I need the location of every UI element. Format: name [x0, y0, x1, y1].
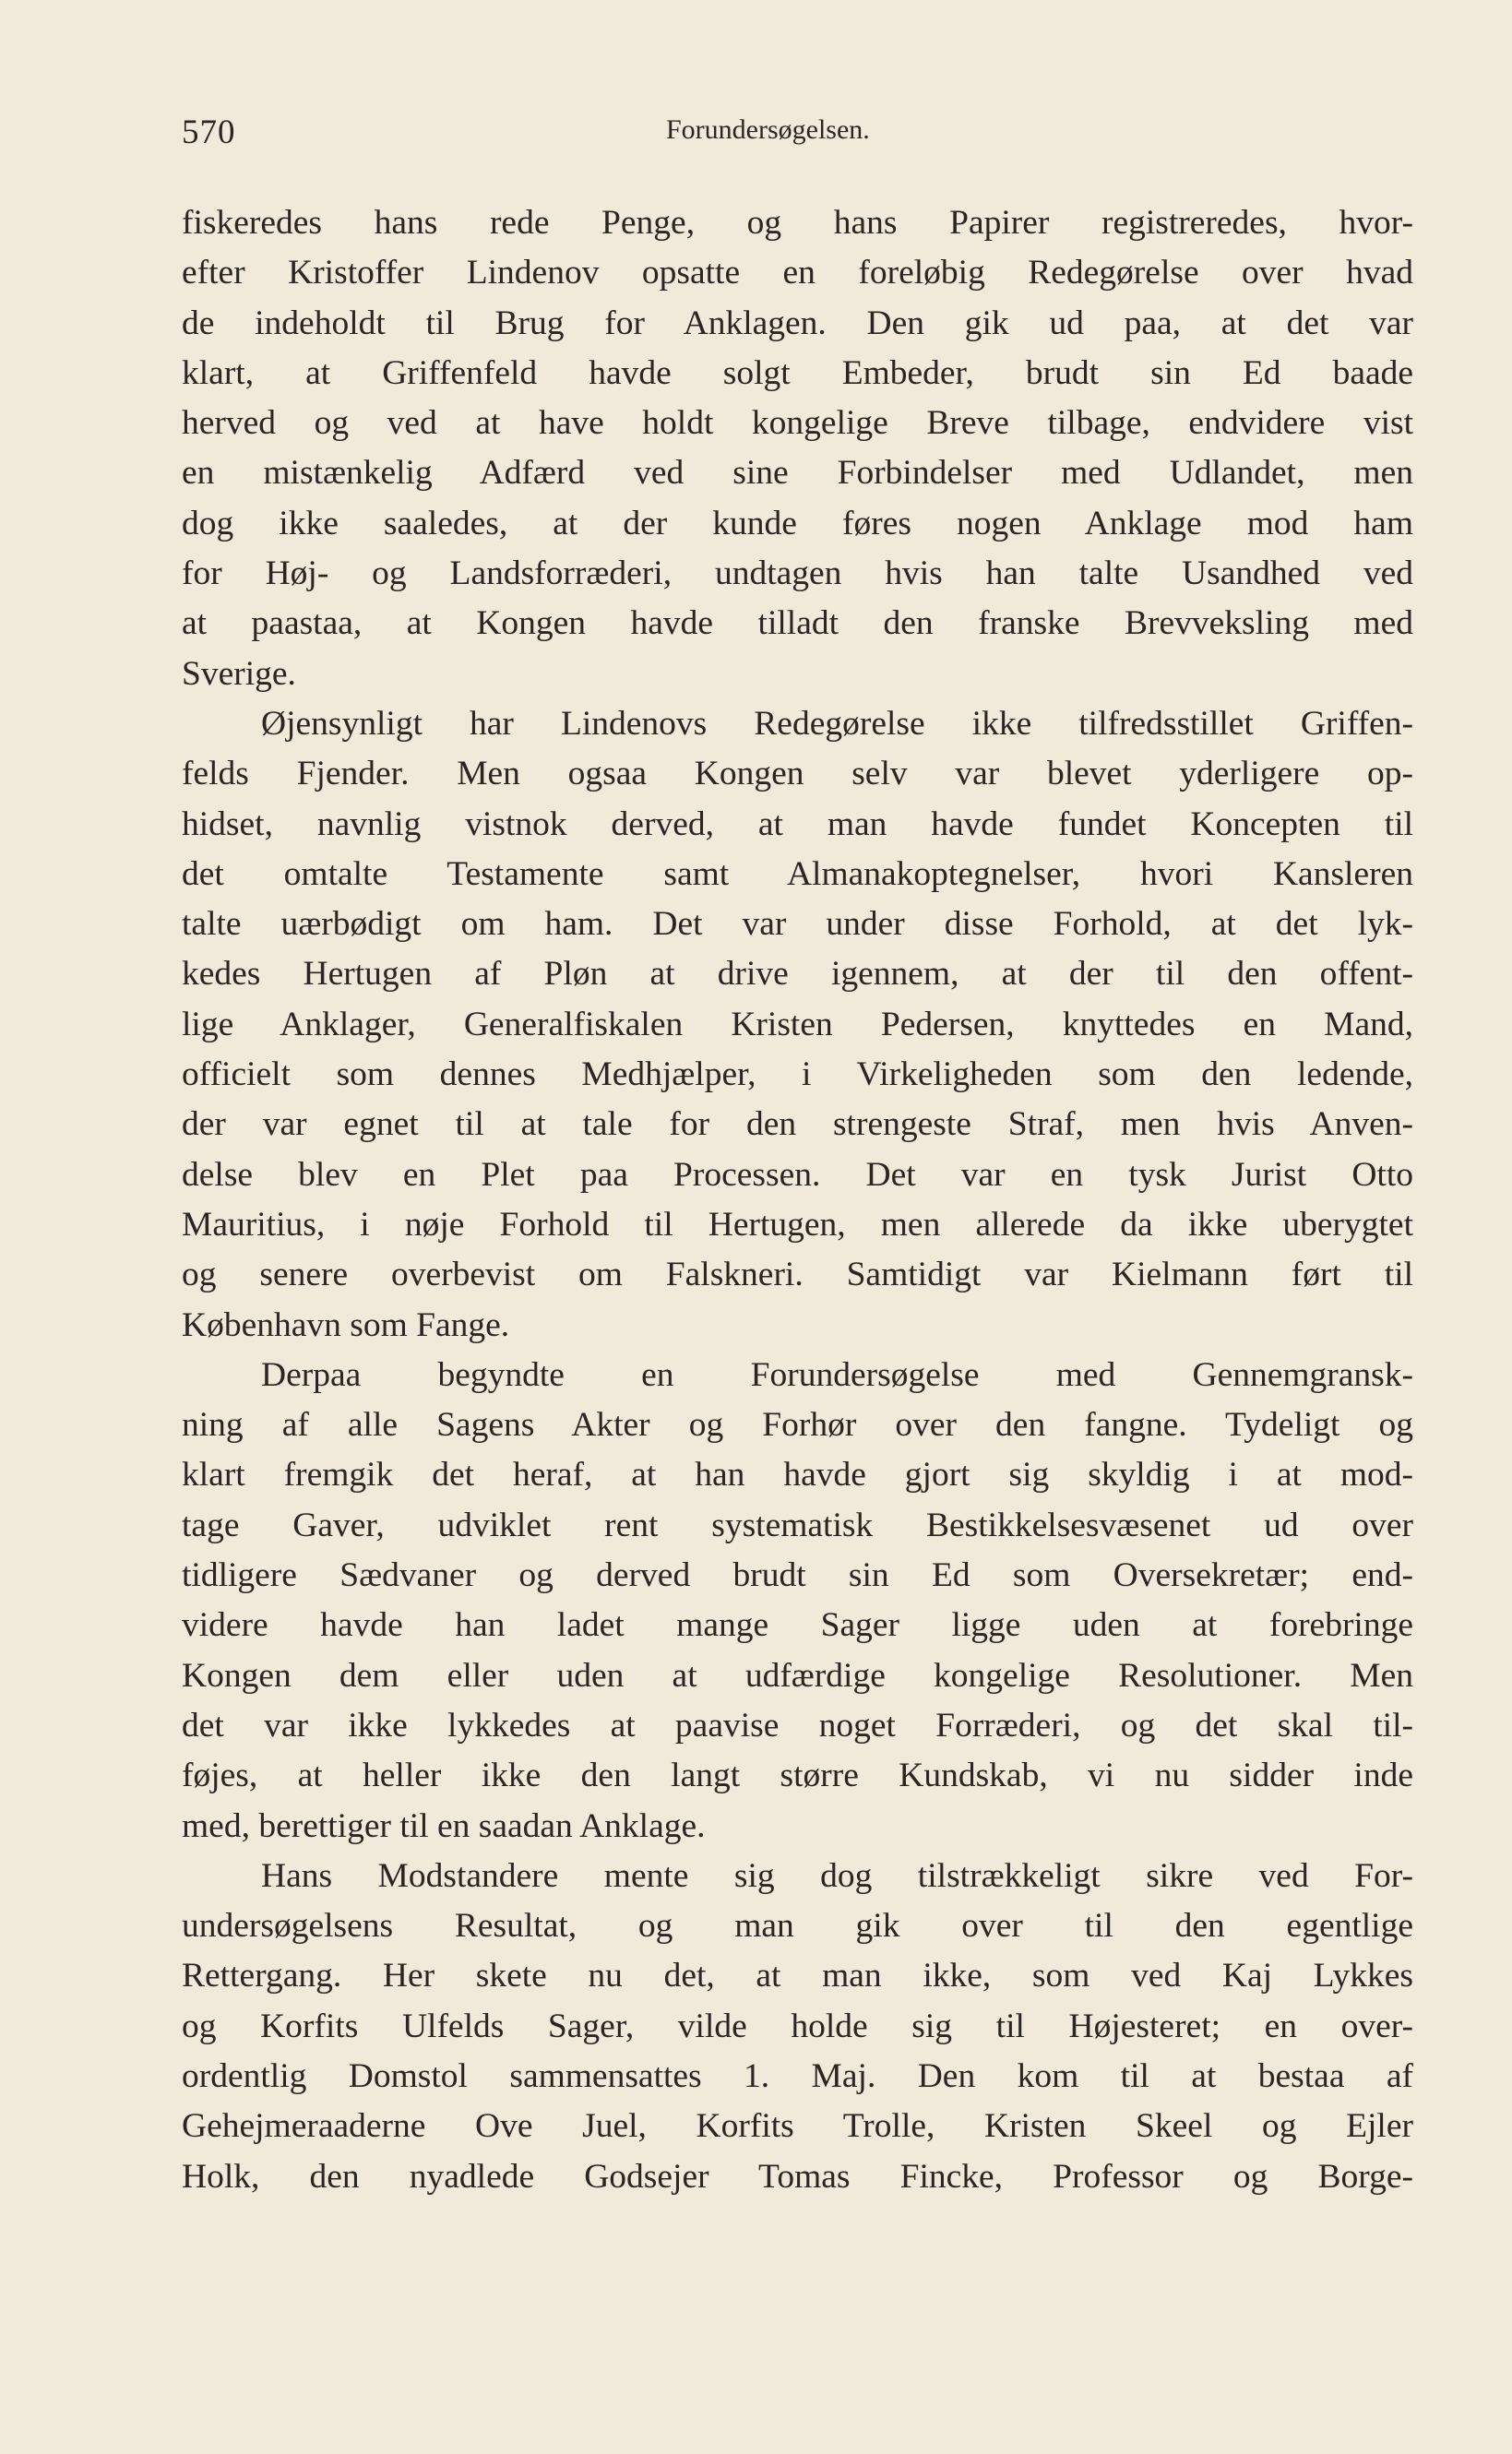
text-line: og senere overbevist om Falskneri. Samtidigt var Kielmann ført til [182, 1256, 1413, 1294]
text-line: lige Anklager, Generalfiskalen Kristen Pedersen, knyttedes en Mand, [182, 1005, 1413, 1043]
text-line: Holk, den nyadlede Godsejer Tomas Fincke, Professor og Borge- [182, 2157, 1413, 2196]
text-line: klart, at Griffenfeld havde solgt Embeder, brudt sin Ed baade [182, 353, 1413, 392]
text-line: Sverige. [182, 654, 296, 693]
text-line: officielt som dennes Medhjælper, i Virkeligheden som den ledende, [182, 1055, 1413, 1094]
text-line: dog ikke saaledes, at der kunde føres nogen Anklage mod ham [182, 504, 1413, 542]
text-line: Kongen dem eller uden at udfærdige kongelige Resolutioner. Men [182, 1656, 1413, 1695]
text-line: Rettergang. Her skete nu det, at man ikke, som ved Kaj Lykkes [182, 1957, 1413, 1995]
text-line: og Korfits Ulfelds Sager, vilde holde sig til Højesteret; en over- [182, 2007, 1413, 2045]
text-line: ning af alle Sagens Akter og Forhør over den fangne. Tydeligt og [182, 1406, 1413, 1445]
text-line: tage Gaver, udviklet rent systematisk Bestikkelsesvæsenet ud over [182, 1506, 1413, 1544]
paragraph-start: Derpaa begyndte en Forundersøgelse med Gennemgransk- [261, 1355, 1413, 1394]
text-line: klart fremgik det heraf, at han havde gjort sig skyldig i at mod- [182, 1456, 1413, 1495]
text-line: at paastaa, at Kongen havde tilladt den franske Brevveksling med [182, 604, 1413, 643]
text-line: delse blev en Plet paa Processen. Det var en tysk Jurist Otto [182, 1155, 1413, 1194]
text-line: talte uærbødigt om ham. Det var under disse Forhold, at det lyk- [182, 905, 1413, 944]
text-line: videre havde han ladet mange Sager ligge uden at forebringe [182, 1606, 1413, 1645]
text-line: herved og ved at have holdt kongelige Breve tilbage, endvidere vist [182, 404, 1413, 443]
page-number: 570 [182, 113, 236, 151]
text-line: en mistænkelig Adfærd ved sine Forbindelser med Udlandet, men [182, 454, 1413, 493]
text-line: fiskeredes hans rede Penge, og hans Papirer registreredes, hvor- [182, 204, 1413, 242]
text-line: København som Fange. [182, 1305, 510, 1344]
paragraph-start: Hans Modstandere mente sig dog tilstrækkeligt sikre ved For- [261, 1856, 1413, 1895]
text-line: efter Kristoffer Lindenov opsatte en foreløbig Redegørelse over hvad [182, 254, 1413, 292]
text-line: det var ikke lykkedes at paavise noget Forræderi, og det skal til- [182, 1706, 1413, 1745]
text-line: Mauritius, i nøje Forhold til Hertugen, men allerede da ikke uberygtet [182, 1205, 1413, 1244]
text-line: det omtalte Testamente samt Almanakoptegnelser, hvori Kansleren [182, 854, 1413, 893]
page-header [182, 103, 1413, 159]
text-line: med, berettiger til en saadan Anklage. [182, 1806, 706, 1845]
text-line: undersøgelsens Resultat, og man gik over til den egentlige [182, 1907, 1413, 1946]
text-line: tidligere Sædvaner og derved brudt sin Ed som Oversekretær; end- [182, 1556, 1413, 1595]
text-line: hidset, navnlig vistnok derved, at man havde fundet Koncepten til [182, 804, 1413, 843]
body-text [182, 198, 1413, 2202]
text-line: der var egnet til at tale for den strengeste Straf, men hvis Anven- [182, 1105, 1413, 1144]
text-line: for Høj- og Landsforræderi, undtagen hvis han talte Usandhed ved [182, 554, 1413, 593]
text-line: kedes Hertugen af Pløn at drive igennem, at der til den offent- [182, 955, 1413, 994]
text-line: felds Fjender. Men ogsaa Kongen selv var blevet yderligere op- [182, 755, 1413, 793]
text-line: ordentlig Domstol sammensattes 1. Maj. Den kom til at bestaa af [182, 2056, 1413, 2095]
running-title: Forundersøgelsen. [666, 114, 870, 145]
text-line: føjes, at heller ikke den langt større Kundskab, vi nu sidder inde [182, 1757, 1413, 1795]
text-line: de indeholdt til Brug for Anklagen. Den gik ud paa, at det var [182, 304, 1413, 342]
text-line: Gehejmeraaderne Ove Juel, Korfits Trolle, Kristen Skeel og Ejler [182, 2107, 1413, 2146]
paragraph-start: Øjensynligt har Lindenovs Redegørelse ikke tilfredsstillet Griffen- [261, 704, 1413, 743]
